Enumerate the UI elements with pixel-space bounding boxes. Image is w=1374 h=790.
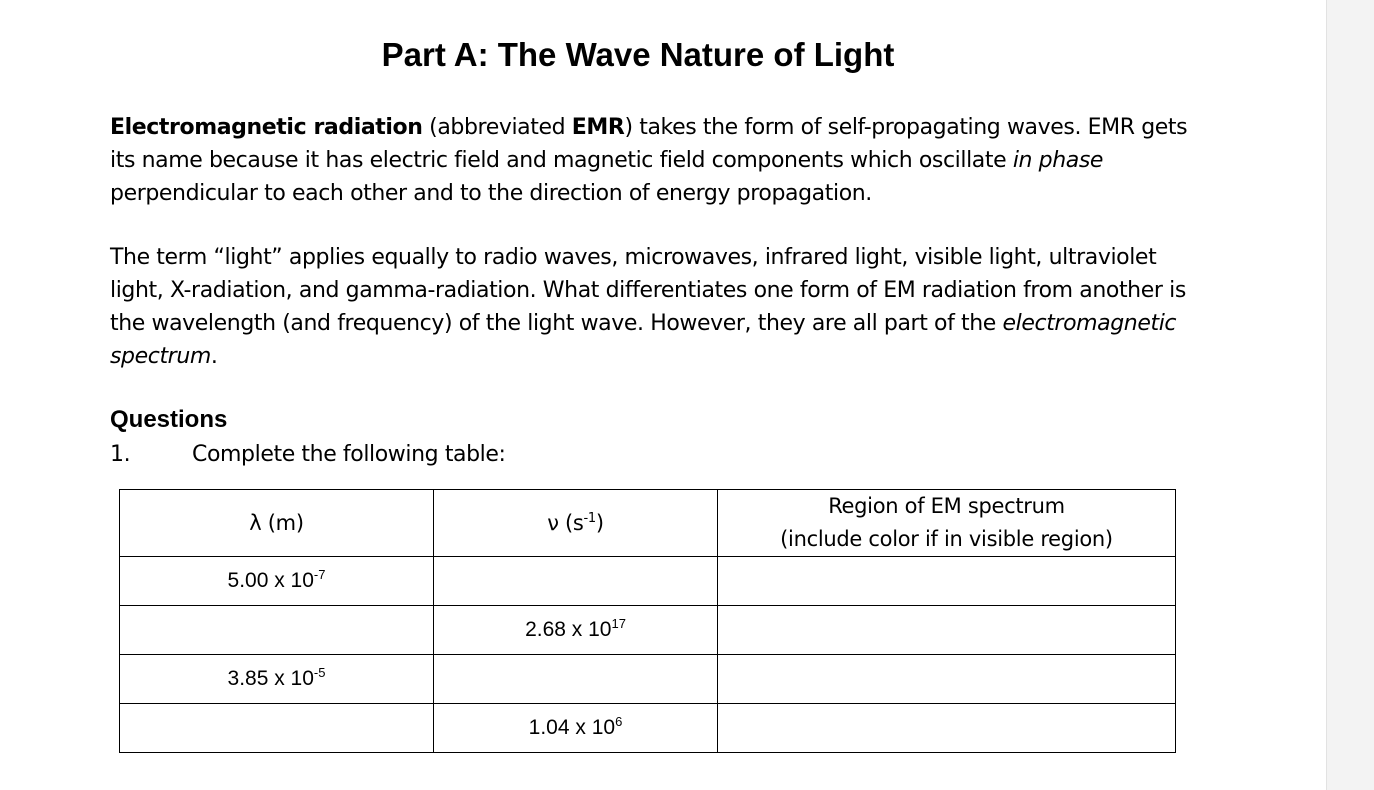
cell-region[interactable] xyxy=(718,704,1176,753)
paragraph-emr-definition xyxy=(110,111,1200,210)
question-1 xyxy=(110,440,506,470)
side-panel xyxy=(1326,0,1374,790)
cell-frequency[interactable]: 1.04 x $10^6$ xyxy=(434,704,718,753)
questions-heading: Questions xyxy=(110,406,228,433)
cell-region[interactable] xyxy=(718,655,1176,704)
table-row xyxy=(120,557,1176,606)
em-spectrum-term: electromagnetic spectrum xyxy=(110,311,1177,369)
table-row xyxy=(120,704,1176,753)
question-text: Complete the following table: xyxy=(192,442,506,467)
cell-region[interactable] xyxy=(718,557,1176,606)
cell-wavelength[interactable] xyxy=(120,606,434,655)
cell-region[interactable] xyxy=(718,606,1176,655)
in-phase-term: in phase xyxy=(1012,148,1104,173)
paragraph-light-spectrum xyxy=(110,241,1200,373)
emr-term: Electromagnetic radiation xyxy=(110,115,423,140)
paragraph2-text2: . xyxy=(210,344,218,369)
cell-wavelength[interactable]: 5.00 x $10^{-7}$ xyxy=(120,557,434,606)
paragraph2-text1: The term “light” applies equally to radio waves, microwaves, infrared light, visible light, ultraviolet light, X-radiation, and gamma-radiation. What differentiates one form of EM radiation from another is the wavelength (and frequency) of the light wave. However, they are all part of the xyxy=(110,245,1186,336)
page-title: Part A: The Wave Nature of Light xyxy=(381,36,895,73)
cell-frequency[interactable] xyxy=(434,655,718,704)
header-frequency: ν $(s^{-1})$ xyxy=(434,490,718,557)
table-row xyxy=(120,606,1176,655)
cell-frequency[interactable] xyxy=(434,557,718,606)
table-header-row xyxy=(120,490,1176,557)
paragraph1-text2: ) takes the form of self-propagating waves. EMR gets its name because it has electric field and magnetic field components which oscillate xyxy=(110,115,1188,173)
table-row xyxy=(120,655,1176,704)
paragraph1-text1: (abbreviated xyxy=(422,115,572,140)
header-wavelength: λ (m) xyxy=(120,490,434,557)
cell-wavelength[interactable] xyxy=(120,704,434,753)
cell-wavelength[interactable]: 3.85 x $10^{-5}$ xyxy=(120,655,434,704)
header-region: Region of EM spectrum (include color if in visible region) xyxy=(718,490,1176,557)
paragraph1-text3: perpendicular to each other and to the direction of energy propagation. xyxy=(110,181,872,206)
cell-frequency[interactable]: 2.68 x $10^{17}$ xyxy=(434,606,718,655)
em-table xyxy=(119,489,1176,753)
emr-abbreviation: EMR xyxy=(571,115,625,140)
question-number: 1. xyxy=(110,442,131,467)
